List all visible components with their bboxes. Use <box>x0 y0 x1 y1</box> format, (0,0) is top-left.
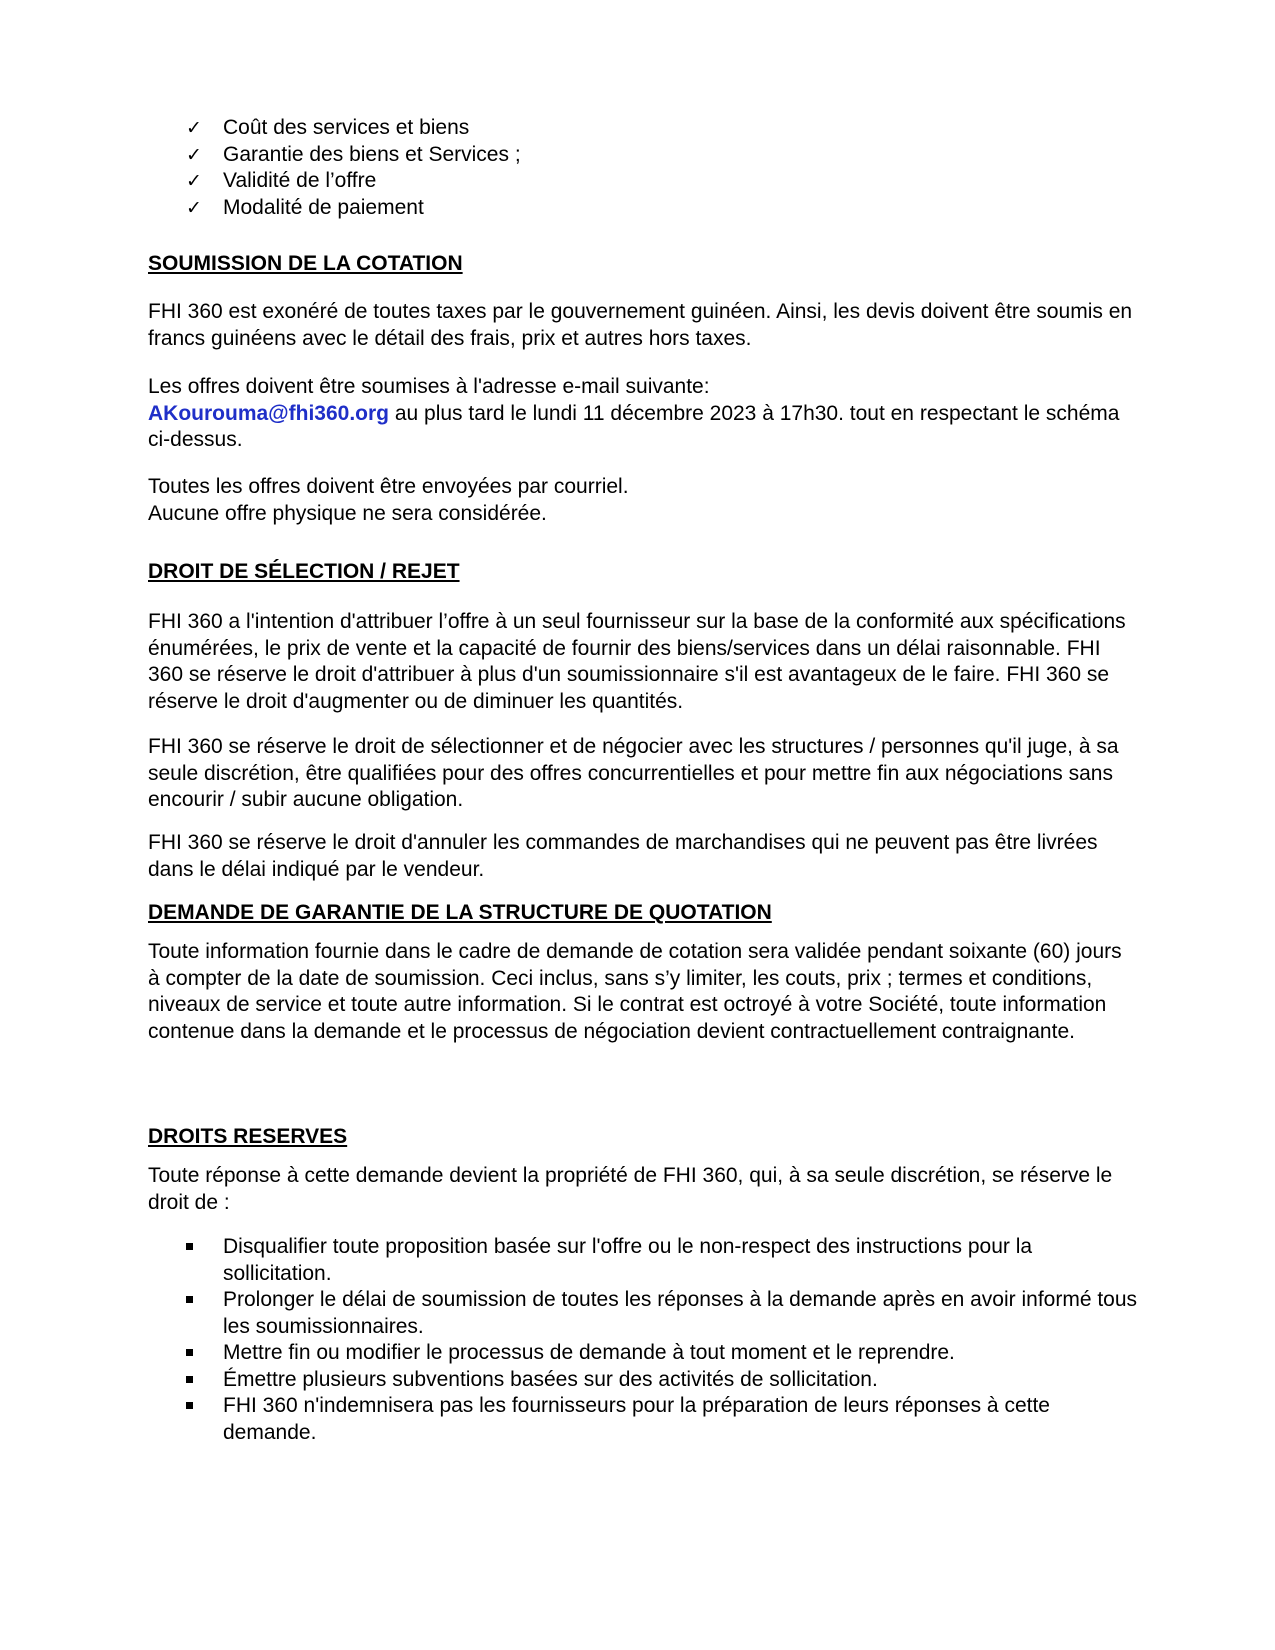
email-link[interactable]: AKourouma@fhi360.org <box>148 401 389 425</box>
paragraph: FHI 360 a l'intention d'attribuer l’offre à un seul fournisseur sur la base de la conformité aux spécifications énumérées, le prix de vente et la capacité de fournir des biens/services dans un délai raisonnable. FHI 360 se réserve le droit d'attribuer à plus d'un soumissionnaire s'il est avantageux de le faire. FHI 360 se réserve le droit d'augmenter ou de diminuer les quantités. <box>148 610 1126 713</box>
section-heading-soumission: SOUMISSION DE LA COTATION <box>148 252 463 275</box>
rights-list <box>148 1234 1138 1446</box>
list-item: ✓ Coût des services et biens <box>148 115 1138 142</box>
list-item: Mettre fin ou modifier le processus de demande à tout moment et le reprendre. <box>148 1340 1138 1367</box>
square-bullet-icon <box>186 1243 193 1250</box>
square-bullet-icon <box>186 1402 193 1409</box>
paragraph: FHI 360 est exonéré de toutes taxes par le gouvernement guinéen. Ainsi, les devis doivent être soumis en francs guinéens avec le détail des frais, prix et autres hors taxes. <box>148 300 1133 350</box>
email-intro: Les offres doivent être soumises à l'adresse e-mail suivante: <box>148 375 710 398</box>
square-bullet-icon <box>186 1376 193 1383</box>
paragraph: Toute information fournie dans le cadre de demande de cotation sera validée pendant soixante (60) jours à compter de la date de soumission. Ceci inclus, sans s’y limiter, les couts, prix ; termes et conditions, niveaux de service et toute autre information. Si le contrat est octroyé à votre Société, toute information contenue dans la demande et le processus de négociation devient contractuellement contraignante. <box>148 940 1122 1043</box>
section-heading-droit-selection: DROIT DE SÉLECTION / REJET <box>148 560 460 583</box>
criteria-checklist <box>148 115 1138 221</box>
paragraph: Toutes les offres doivent être envoyées par courriel. Aucune offre physique ne sera considérée. <box>148 475 629 525</box>
checkmark-icon: ✓ <box>186 196 202 219</box>
square-bullet-icon <box>186 1296 193 1303</box>
list-item: ✓ Modalité de paiement <box>148 195 1138 222</box>
list-item: Prolonger le délai de soumission de toutes les réponses à la demande après en avoir informé tous les soumissionnaires. <box>148 1287 1138 1340</box>
square-bullet-icon <box>186 1349 193 1356</box>
list-item: Disqualifier toute proposition basée sur l'offre ou le non-respect des instructions pour la sollicitation. <box>148 1234 1138 1287</box>
checkmark-icon: ✓ <box>186 170 202 192</box>
checkmark-icon: ✓ <box>186 117 202 139</box>
list-item: FHI 360 n'indemnisera pas les fournisseurs pour la préparation de leurs réponses à cette demande. <box>148 1393 1138 1446</box>
paragraph: FHI 360 se réserve le droit d'annuler les commandes de marchandises qui ne peuvent pas être livrées dans le délai indiqué par le vendeur. <box>148 831 1098 881</box>
section-heading-droits-reserves: DROITS RESERVES <box>148 1125 348 1148</box>
list-item: ✓ Garantie des biens et Services ; <box>148 142 1138 169</box>
paragraph <box>148 374 1138 454</box>
section-heading-garantie: DEMANDE DE GARANTIE DE LA STRUCTURE DE QUOTATION <box>148 901 772 924</box>
list-item: ✓ Validité de l’offre <box>148 168 1138 195</box>
checkmark-icon: ✓ <box>186 143 202 166</box>
paragraph: Toute réponse à cette demande devient la propriété de FHI 360, qui, à sa seule discrétion, se réserve le droit de : <box>148 1164 1113 1214</box>
list-item: Émettre plusieurs subventions basées sur des activités de sollicitation. <box>148 1367 1138 1394</box>
email-sentence: AKourouma@fhi360.org au plus tard le lundi 11 décembre 2023 à 17h30. tout en respectant le schéma ci-dessus. <box>148 401 1120 451</box>
paragraph: FHI 360 se réserve le droit de sélectionner et de négocier avec les structures / personnes qu'il juge, à sa seule discrétion, être qualifiées pour des offres concurrentielles et pour mettre fin aux négociations sans encourir / subir aucune obligation. <box>148 735 1119 811</box>
